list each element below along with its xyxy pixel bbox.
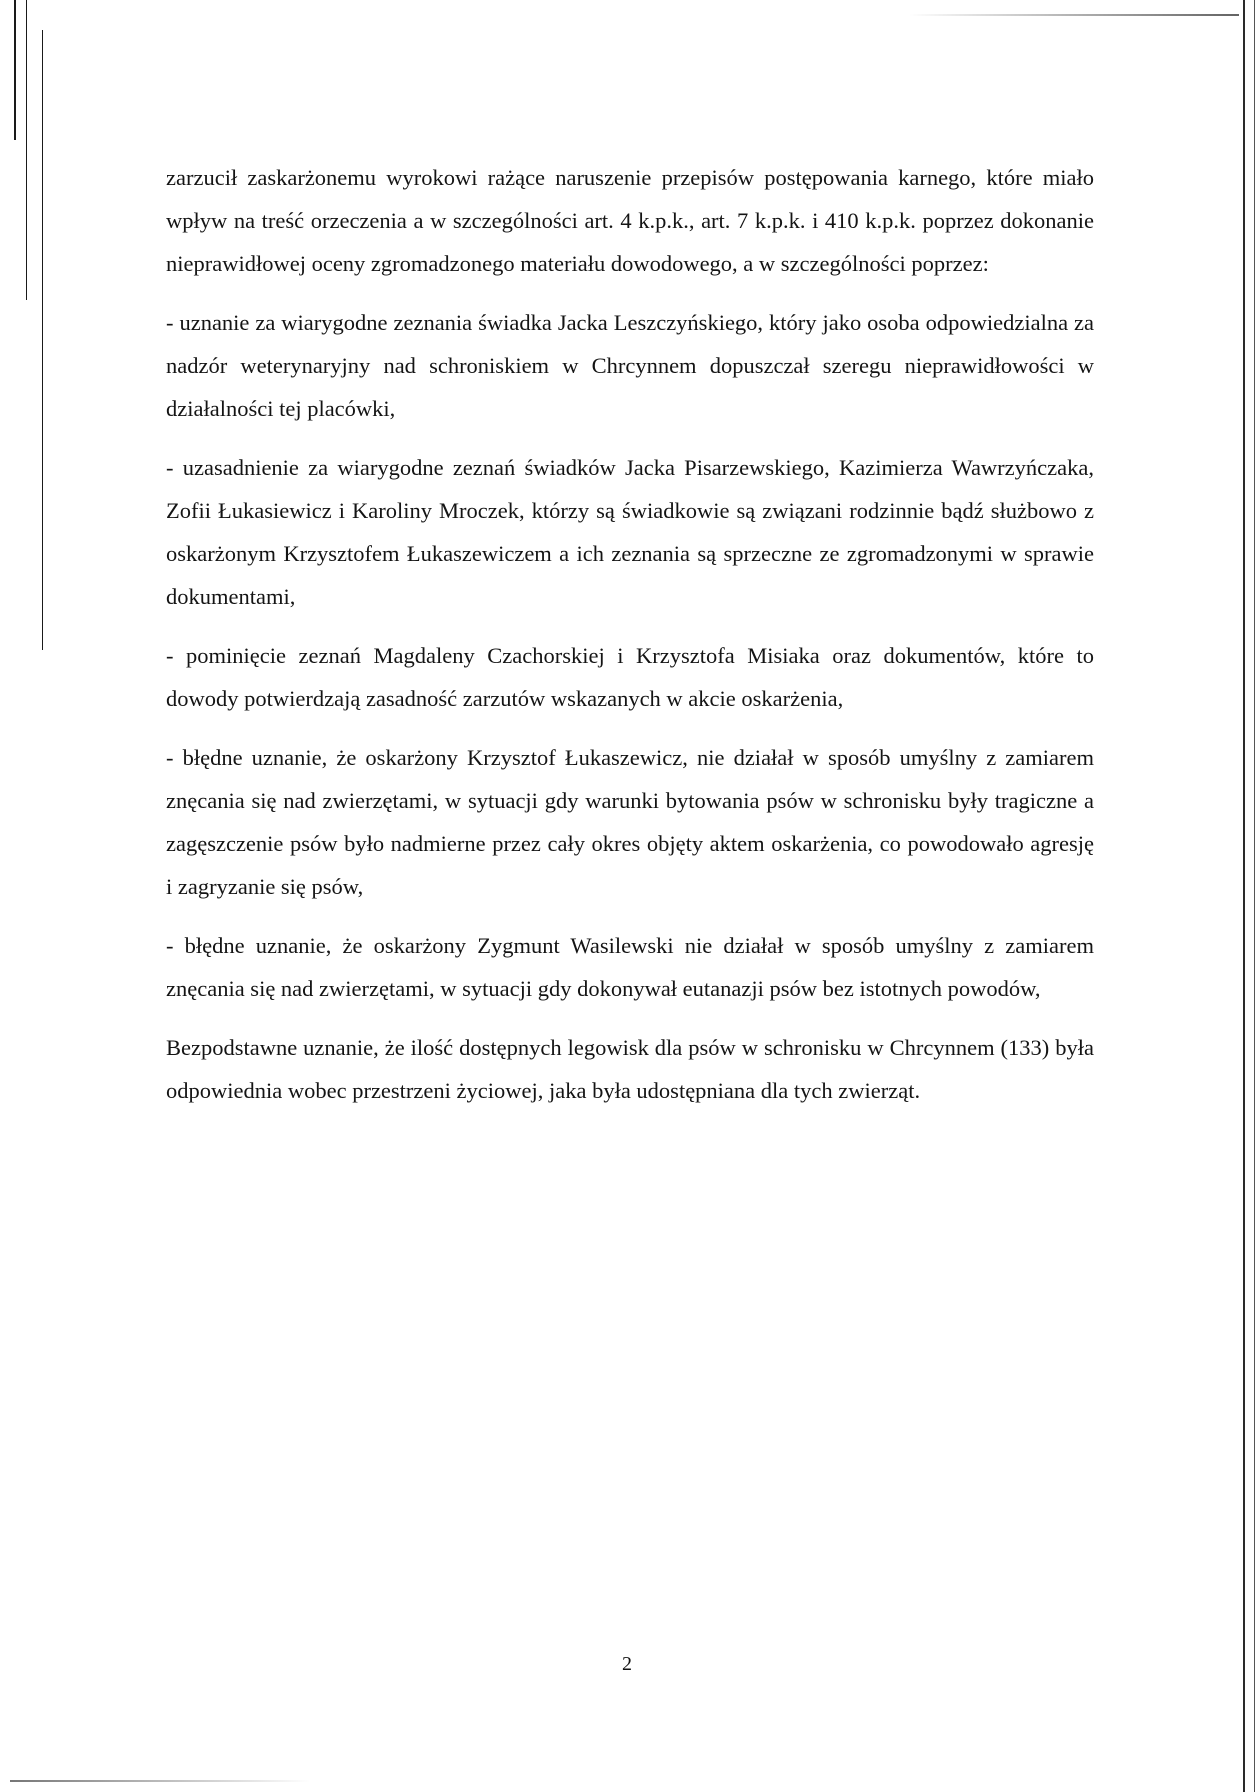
paragraph-item: - błędne uznanie, że oskarżony Zygmunt Wasilewski nie działał w sposób umyślny z zamiarem znęcania się nad zwierzętami, w sytuacji gdy dokonywał eutanazji psów bez istotnych powodów, bbox=[166, 933, 1094, 1001]
page-number: 2 bbox=[622, 1653, 632, 1675]
scan-edge-line bbox=[26, 0, 27, 300]
scan-edge-line bbox=[14, 0, 16, 140]
scan-edge-line bbox=[909, 14, 1239, 16]
paragraph-item: - błędne uznanie, że oskarżony Krzysztof Łukaszewicz, nie działał w sposób umyślny z zamiarem znęcania się nad zwierzętami, w sytuacji gdy warunki bytowania psów w schronisku były tragiczne a zagęszczenie psów było nadmierne przez cały okres objęty aktem oskarżenia, co powodowało agresję i zagryzanie się psów, bbox=[166, 745, 1094, 899]
paragraph-item: - uzasadnienie za wiarygodne zeznań świadków Jacka Pisarzewskiego, Kazimierza Wawrzyńczaka, Zofii Łukasiewicz i Karoliny Mroczek, którzy są świadkowie są związani rodzinnie bądź służbowo z oskarżonym Krzysztofem Łukaszewiczem a ich zeznania są sprzeczne ze zgromadzonymi w sprawie dokumentami, bbox=[166, 455, 1094, 609]
paragraph-intro: zarzucił zaskarżonemu wyrokowi rażące naruszenie przepisów postępowania karnego, które miało wpływ na treść orzeczenia a w szczególności art. 4 k.p.k., art. 7 k.p.k. i 410 k.p.k. poprzez dokonanie nieprawidłowej oceny zgromadzonego materiału dowodowego, a w szczególności poprzez: bbox=[166, 165, 1094, 276]
scan-edge-line bbox=[10, 1780, 310, 1782]
paragraph-final: Bezpodstawne uznanie, że ilość dostępnych legowisk dla psów w schronisku w Chrcynnem (133) była odpowiednia wobec przestrzeni życiowej, jaka była udostępniana dla tych zwierząt. bbox=[166, 1035, 1094, 1103]
paragraph-item: - pominięcie zeznań Magdaleny Czachorskiej i Krzysztofa Misiaka oraz dokumentów, które to dowody potwierdzają zasadność zarzutów wskazanych w akcie oskarżenia, bbox=[166, 643, 1094, 711]
scan-edge-line bbox=[1254, 0, 1255, 1792]
scan-edge-line bbox=[42, 30, 43, 650]
scan-edge-line bbox=[1243, 0, 1245, 1792]
paragraph-item: - uznanie za wiarygodne zeznania świadka Jacka Leszczyńskiego, który jako osoba odpowiedzialna za nadzór weterynaryjny nad schroniskiem w Chrcynnem dopuszczał szeregu nieprawidłowości w działalności tej placówki, bbox=[166, 310, 1094, 421]
document-body bbox=[166, 156, 1094, 1112]
